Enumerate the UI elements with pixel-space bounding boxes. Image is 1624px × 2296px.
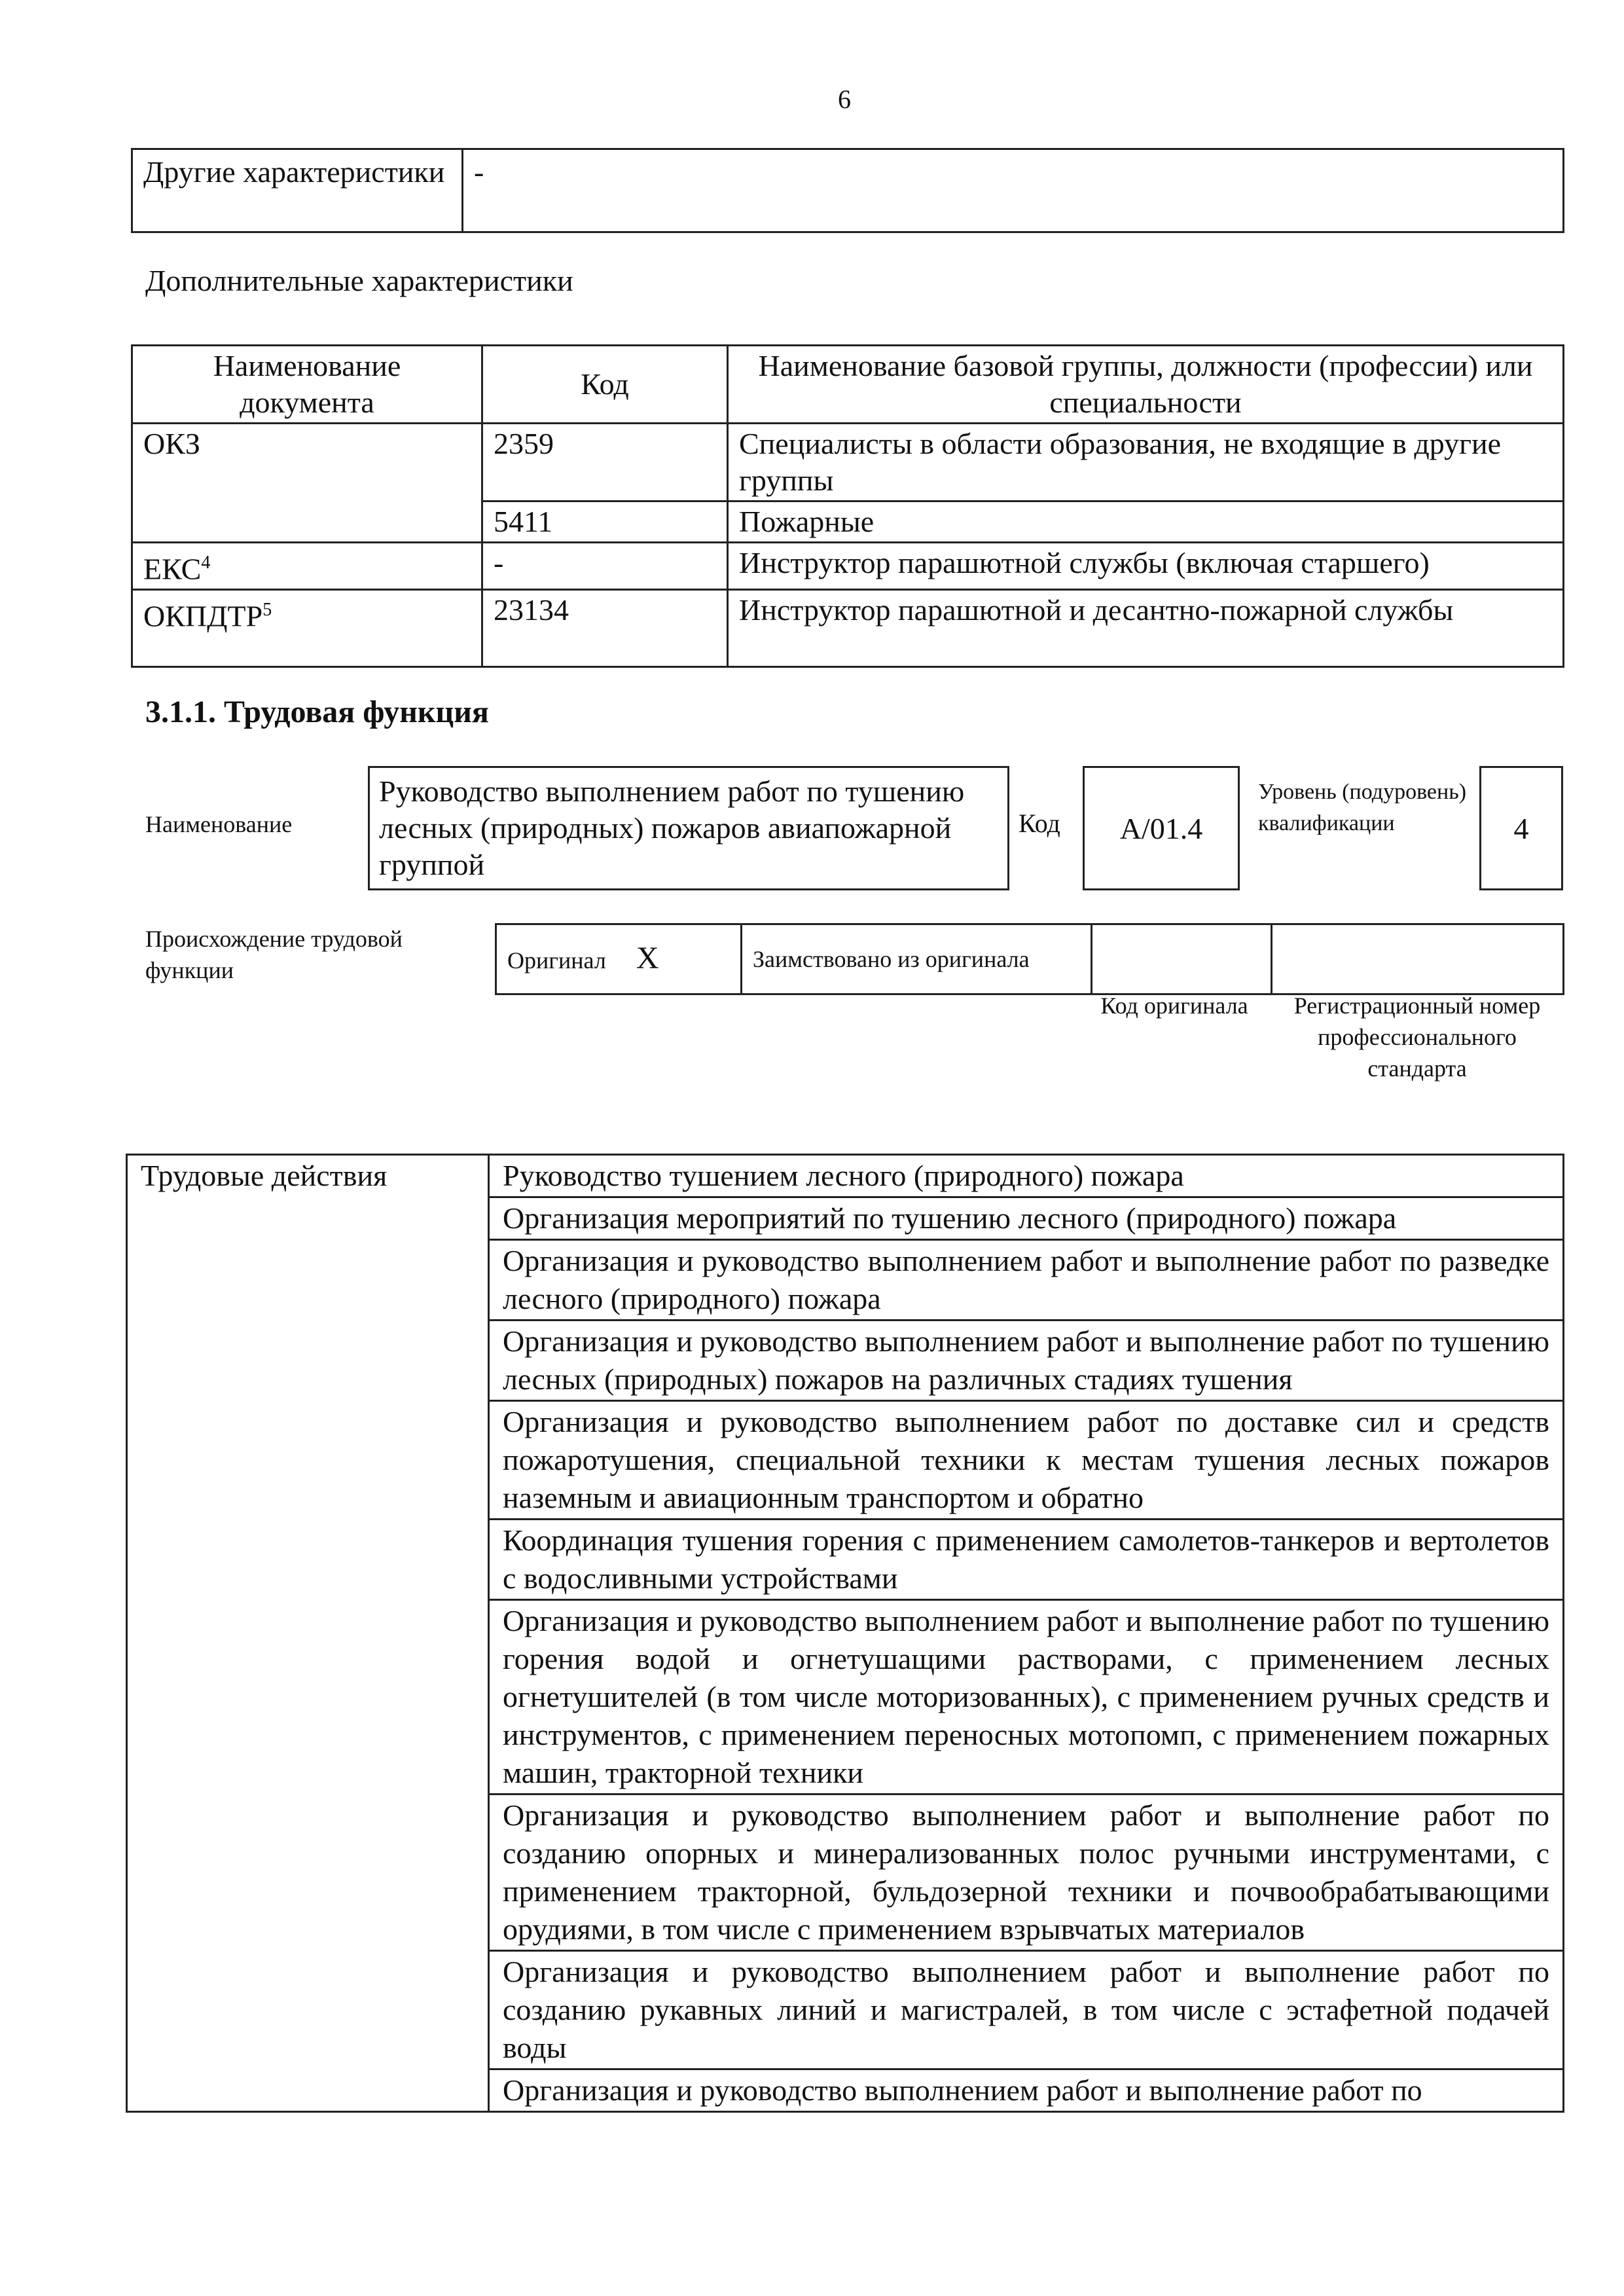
labor-action-item: Организация и руководство выполнением работ и выполнение работ по тушению лесных (природных) пожаров на различных стадиях тушения <box>489 1321 1564 1401</box>
additional-characteristics-title: Дополнительные характеристики <box>145 264 573 297</box>
row-doc <box>132 590 482 667</box>
row-name: Специалисты в области образования, не входящие в другие группы <box>728 424 1564 501</box>
function-code-label: Код <box>1019 809 1060 838</box>
row-code: 5411 <box>482 501 728 543</box>
original-label: Оригинал <box>507 947 606 974</box>
row-doc <box>132 543 482 590</box>
other-characteristics-table <box>131 148 1564 233</box>
row-code: 23134 <box>482 590 728 667</box>
row-name: Пожарные <box>728 501 1564 543</box>
header-code: Код <box>482 346 728 424</box>
registration-number-caption: Регистрационный номер профессионального стандарта <box>1293 993 1541 1082</box>
header-document: Наименование документа <box>132 346 482 424</box>
labor-function-heading: 3.1.1. Трудовая функция <box>145 695 489 729</box>
labor-action-item: Организация и руководство выполнением работ и выполнение работ по созданию опорных и минерализованных полос ручными инструментами, с применением тракторной, бульдозерной техники и почвообрабатывающими орудиями, в том числе с применением взрывчатых материалов <box>489 1795 1564 1951</box>
labor-action-item: Организация и руководство выполнением работ и выполнение работ по созданию рукавных линий и магистралей, в том числе с эстафетной подачей воды <box>489 1951 1564 2069</box>
row-code: 2359 <box>482 424 728 501</box>
labor-action-item: Организация и руководство выполнением работ и выполнение работ по разведке лесного (природного) пожара <box>489 1240 1564 1321</box>
additional-characteristics-table <box>131 344 1564 668</box>
footnote-ref: 5 <box>262 600 272 621</box>
row-code: - <box>482 543 728 590</box>
qualification-level-box: 4 <box>1479 766 1563 890</box>
origin-reg-number-cell <box>1272 924 1564 994</box>
doc-name: ОКПДТР <box>143 599 263 633</box>
labor-action-item: Руководство тушением лесного (природного) пожара <box>489 1155 1564 1197</box>
labor-action-item: Координация тушения горения с применением самолетов-танкеров и вертолетов с водосливными устройствами <box>489 1520 1564 1600</box>
doc-name: ЕКС <box>143 552 202 586</box>
footnote-ref: 4 <box>201 553 211 573</box>
function-name-box: Руководство выполнением работ по тушению лесных (природных) пожаров авиапожарной группой <box>368 766 1009 890</box>
qualification-level-label: Уровень (подуровень) квалификации <box>1258 780 1467 835</box>
row-doc: ОКЗ <box>132 424 482 543</box>
other-characteristics-value: - <box>463 149 1564 232</box>
labor-actions-table <box>126 1154 1564 2113</box>
origin-original-cell <box>496 924 742 994</box>
origin-borrowed-cell: Заимствовано из оригинала <box>742 924 1092 994</box>
labor-action-item: Организация и руководство выполнением работ по доставке сил и средств пожаротушения, специальной техники к местам тушения лесных пожаров наземным и авиационным транспортом и обратно <box>489 1401 1564 1520</box>
function-name-label: Наименование <box>145 811 293 837</box>
origin-table <box>495 923 1564 995</box>
origin-code-cell <box>1092 924 1272 994</box>
original-code-caption: Код оригинала <box>1100 993 1248 1019</box>
function-code-box: А/01.4 <box>1083 766 1240 890</box>
origin-label: Происхождение трудовой функции <box>145 926 403 983</box>
row-name: Инструктор парашютной службы (включая старшего) <box>728 543 1564 590</box>
labor-action-item: Организация и руководство выполнением работ и выполнение работ по тушению горения водой и огнетушащими растворами, с применением лесных огнетушителей (в том числе моторизованных), с применением ручных средств и инструментов, с применением переносных мотопомп, с применением пожарных машин, тракторной техники <box>489 1600 1564 1795</box>
page-number: 6 <box>838 84 851 114</box>
original-checkmark: X <box>636 940 659 975</box>
labor-action-item: Организация и руководство выполнением работ и выполнение работ по <box>489 2069 1564 2112</box>
row-name: Инструктор парашютной и десантно-пожарной службы <box>728 590 1564 667</box>
header-group-name: Наименование базовой группы, должности (профессии) или специальности <box>728 346 1564 424</box>
labor-action-item: Организация мероприятий по тушению лесного (природного) пожара <box>489 1197 1564 1240</box>
other-characteristics-label: Другие характеристики <box>132 149 463 232</box>
labor-actions-label: Трудовые действия <box>127 1155 489 2112</box>
